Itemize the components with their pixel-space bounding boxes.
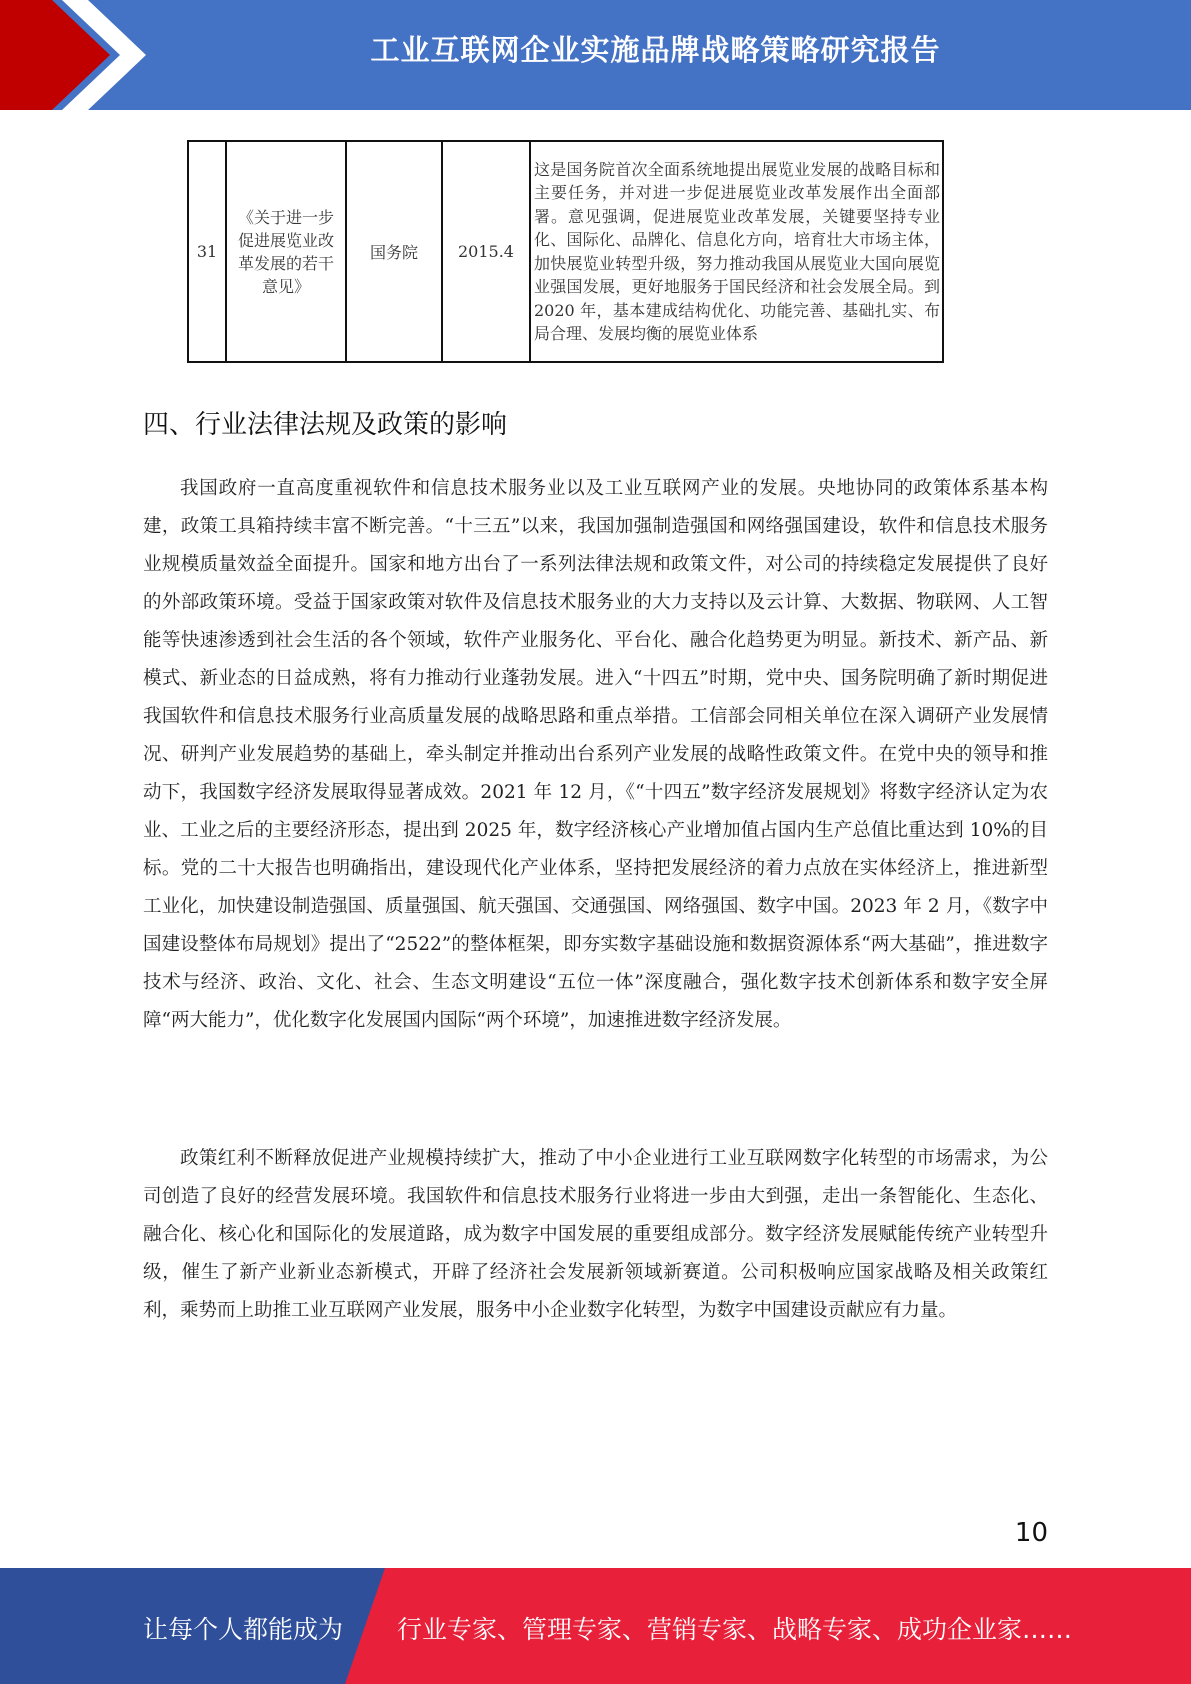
page-header	[0, 0, 1191, 110]
section-heading: 四、行业法律法规及政策的影响	[143, 410, 508, 440]
header-arrow-decoration	[0, 0, 160, 110]
table-row	[188, 141, 943, 362]
page-number: 10	[1014, 1518, 1048, 1548]
report-title: 工业互联网企业实施品牌战略策略研究报告	[370, 33, 941, 67]
document-name: 《关于进一步促进展览业改革发展的若干意见》	[226, 141, 346, 362]
footer-slogan-right: 行业专家、管理专家、营销专家、战略专家、成功企业家……	[397, 1615, 1073, 1644]
issue-date: 2015.4	[442, 141, 530, 362]
row-index: 31	[188, 141, 226, 362]
page-footer	[0, 1568, 1191, 1684]
body-paragraph-2: 政策红利不断释放促进产业规模持续扩大，推动了中小企业进行工业互联网数字化转型的市场需求，为公司创造了良好的经营发展环境。我国软件和信息技术服务行业将进一步由大到强，走出一条智能化、生态化、融合化、核心化和国际化的发展道路，成为数字中国发展的重要组成部分。数字经济发展赋能传统产业转型升级，催生了新产业新业态新模式，开辟了经济社会发展新领域新赛道。公司积极响应国家战略及相关政策红利，乘势而上助推工业互联网产业发展，服务中小企业数字化转型，为数字中国建设贡献应有力量。	[143, 1148, 1048, 1321]
issuing-body: 国务院	[346, 141, 442, 362]
footer-slogan-left: 让每个人都能成为	[143, 1615, 344, 1644]
policy-description: 这是国务院首次全面系统地提出展览业发展的战略目标和主要任务，并对进一步促进展览业改革发展作出全面部署。意见强调，促进展览业改革发展，关键要坚持专业化、国际化、品牌化、信息化方向，培育壮大市场主体，加快展览业转型升级，努力推动我国从展览业大国向展览业强国发展，更好地服务于国民经济和社会发展全局。到 2020 年，基本建成结构优化、功能完善、基础扎实、布局合理、发展均衡的展览业体系	[530, 141, 943, 362]
policy-table	[187, 140, 944, 363]
body-paragraph-1: 我国政府一直高度重视软件和信息技术服务业以及工业互联网产业的发展。央地协同的政策体系基本构建，政策工具箱持续丰富不断完善。“十三五”以来，我国加强制造强国和网络强国建设，软件和信息技术服务业规模质量效益全面提升。国家和地方出台了一系列法律法规和政策文件，对公司的持续稳定发展提供了良好的外部政策环境。受益于国家政策对软件及信息技术服务业的大力支持以及云计算、大数据、物联网、人工智能等快速渗透到社会生活的各个领域，软件产业服务化、平台化、融合化趋势更为明显。新技术、新产品、新模式、新业态的日益成熟，将有力推动行业蓬勃发展。进入“十四五”时期，党中央、国务院明确了新时期促进我国软件和信息技术服务行业高质量发展的战略思路和重点举措。工信部会同相关单位在深入调研产业发展情况、研判产业发展趋势的基础上，牵头制定并推动出台系列产业发展的战略性政策文件。在党中央的领导和推动下，我国数字经济发展取得显著成效。2021 年 12 月，《“十四五”数字经济发展规划》将数字经济认定为农业、工业之后的主要经济形态，提出到 2025 年，数字经济核心产业增加值占国内生产总值比重达到 10%的目标。党的二十大报告也明确指出，建设现代化产业体系，坚持把发展经济的着力点放在实体经济上，推进新型工业化，加快建设制造强国、质量强国、航天强国、交通强国、网络强国、数字中国。2023 年 2 月，《数字中国建设整体布局规划》提出了“2522”的整体框架，即夯实数字基础设施和数据资源体系“两大基础”，推进数字技术与经济、政治、文化、社会、生态文明建设“五位一体”深度融合，强化数字技术创新体系和数字安全屏障“两大能力”，优化数字化发展国内国际“两个环境”，加速推进数字经济发展。	[143, 478, 1048, 1031]
